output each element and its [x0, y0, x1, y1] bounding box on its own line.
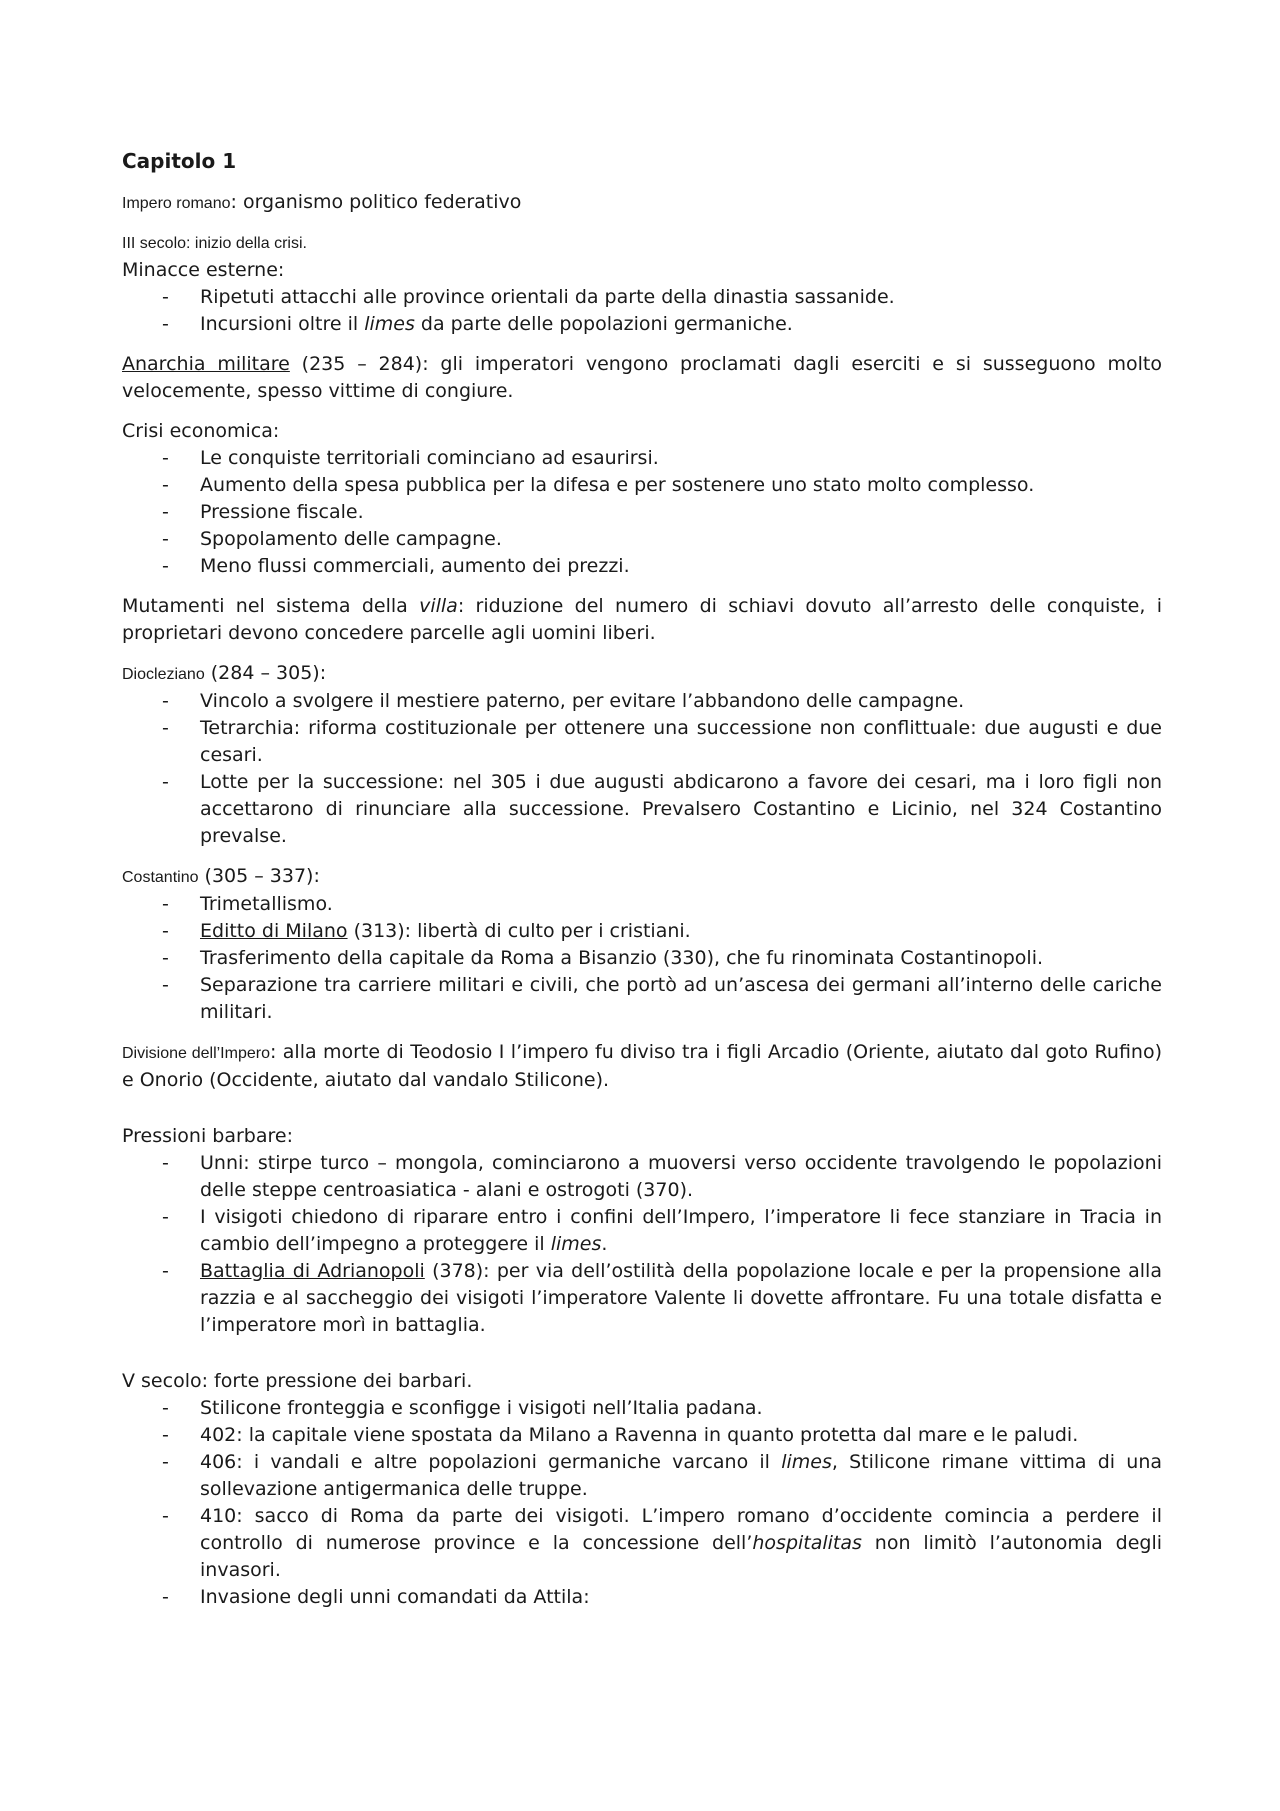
- list-item: - Battaglia di Adrianopoli (378): per via dell’ostilità della popolazione locale e per la propensione alla razzia e al saccheggio dei visigoti l’imperatore Valente li dovette affrontare. Fu una totale disfatta e l’imperatore morì in battaglia.: [162, 1260, 1162, 1336]
- impero-paragraph: [122, 189, 1162, 217]
- diocleziano-list: [122, 688, 1162, 850]
- diocleziano-heading: Diocleziano (284 – 305):: [122, 662, 327, 684]
- bullet-dash: -: [162, 1586, 169, 1608]
- document-page: [122, 148, 1162, 1624]
- bullet-dash: -: [162, 1505, 169, 1527]
- villa-paragraph: Mutamenti nel sistema della villa: riduzione del numero di schiavi dovuto all’arresto delle conquiste, i proprietari devono concedere parcelle agli uomini liberi.: [122, 595, 1162, 644]
- list-item: - Pressione fiscale.: [122, 499, 1162, 526]
- list-item: - Ripetuti attacchi alle province orientali da parte della dinastia sassanide.: [122, 284, 1162, 311]
- anarchia-label: Anarchia militare: [122, 353, 290, 375]
- chapter-title: Capitolo 1: [122, 149, 237, 173]
- bullet-dash: -: [162, 555, 169, 577]
- anarchia-paragraph: Anarchia militare (235 – 284): gli imperatori vengono proclamati dagli eserciti e si susseguono molto velocemente, spesso vittime di congiure.: [122, 353, 1162, 402]
- pressioni-heading: Pressioni barbare:: [122, 1125, 293, 1147]
- list-item: - Invasione degli unni comandati da Attila:: [122, 1584, 1162, 1611]
- bullet-dash: -: [162, 474, 169, 496]
- minacce-list: [122, 284, 1162, 338]
- crisi-list: [122, 445, 1162, 580]
- spacer: [122, 1107, 1162, 1123]
- bullet-dash: -: [162, 528, 169, 550]
- bullet-dash: -: [162, 1451, 169, 1473]
- bullet-dash: -: [162, 286, 169, 308]
- list-item: - Lotte per la successione: nel 305 i due augusti abdicarono a favore dei cesari, ma i loro figli non accettarono di rinunciare alla successione. Prevalsero Costantino e Licinio, nel 324 Costantino prevalse.: [162, 771, 1162, 847]
- terzo-secolo-label: III secolo: inizio della crisi.: [122, 235, 307, 252]
- list-item: - Meno flussi commerciali, aumento dei prezzi.: [122, 553, 1162, 580]
- list-item: - Spopolamento delle campagne.: [122, 526, 1162, 553]
- list-item: - Editto di Milano (313): libertà di culto per i cristiani.: [122, 918, 1162, 945]
- bullet-dash: -: [162, 1424, 169, 1446]
- bullet-dash: -: [162, 771, 169, 793]
- list-item: - 402: la capitale viene spostata da Milano a Ravenna in quanto protetta dal mare e le paludi.: [122, 1422, 1162, 1449]
- pressioni-list: [122, 1150, 1162, 1339]
- bullet-dash: -: [162, 690, 169, 712]
- list-item: - Vincolo a svolgere il mestiere paterno, per evitare l’abbandono delle campagne.: [122, 688, 1162, 715]
- crisi-heading: Crisi economica:: [122, 420, 280, 442]
- bullet-dash: -: [162, 1397, 169, 1419]
- bullet-dash: -: [162, 920, 169, 942]
- list-item: - I visigoti chiedono di riparare entro i confini dell’Impero, l’imperatore li fece stanziare in Tracia in cambio dell’impegno a proteggere il limes.: [162, 1206, 1162, 1255]
- list-item: - Aumento della spesa pubblica per la difesa e per sostenere uno stato molto complesso.: [122, 472, 1162, 499]
- minacce-heading: Minacce esterne:: [122, 259, 285, 281]
- list-item: - Trasferimento della capitale da Roma a Bisanzio (330), che fu rinominata Costantinopoli.: [122, 945, 1162, 972]
- bullet-dash: -: [162, 893, 169, 915]
- impero-label: Impero romano: [122, 195, 231, 212]
- list-item: - Trimetallismo.: [122, 891, 1162, 918]
- bullet-dash: -: [162, 1152, 169, 1174]
- costantino-list: [122, 891, 1162, 1026]
- list-item: - Unni: stirpe turco – mongola, cominciarono a muoversi verso occidente travolgendo le popolazioni delle steppe centroasiatica - alani e ostrogoti (370).: [162, 1152, 1162, 1201]
- list-item: - Stilicone fronteggia e sconfigge i visigoti nell’Italia padana.: [122, 1395, 1162, 1422]
- quinto-secolo-list: [122, 1395, 1162, 1611]
- quinto-secolo-heading: V secolo: forte pressione dei barbari.: [122, 1370, 473, 1392]
- list-item: - Le conquiste territoriali cominciano ad esaurirsi.: [122, 445, 1162, 472]
- list-item: - 410: sacco di Roma da parte dei visigoti. L’impero romano d’occidente comincia a perdere il controllo di numerose province e la concessione dell’hospitalitas non limitò l’autonomia degli invasori.: [162, 1505, 1162, 1581]
- list-item: - Tetrarchia: riforma costituzionale per ottenere una successione non conflittuale: due augusti e due cesari.: [162, 717, 1162, 766]
- impero-text: : organismo politico federativo: [230, 191, 522, 213]
- spacer: [122, 1352, 1162, 1368]
- bullet-dash: -: [162, 947, 169, 969]
- bullet-dash: -: [162, 1260, 169, 1282]
- list-item: - Incursioni oltre il limes da parte delle popolazioni germaniche.: [122, 311, 1162, 338]
- bullet-dash: -: [162, 501, 169, 523]
- bullet-dash: -: [162, 717, 169, 739]
- list-item: - 406: i vandali e altre popolazioni germaniche varcano il limes, Stilicone rimane vittima di una sollevazione antigermanica delle truppe.: [162, 1451, 1162, 1500]
- costantino-heading: Costantino (305 – 337):: [122, 865, 320, 887]
- bullet-dash: -: [162, 447, 169, 469]
- bullet-dash: -: [162, 1206, 169, 1228]
- bullet-dash: -: [162, 313, 169, 335]
- list-item: - Separazione tra carriere militari e civili, che portò ad un’ascesa dei germani all’interno delle cariche militari.: [162, 974, 1162, 1023]
- divisione-paragraph: Divisione dell’Impero: alla morte di Teodosio I l’impero fu diviso tra i figli Arcadio (Oriente, aiutato dal goto Rufino) e Onorio (Occidente, aiutato dal vandalo Stilicone).: [122, 1041, 1162, 1091]
- bullet-dash: -: [162, 974, 169, 996]
